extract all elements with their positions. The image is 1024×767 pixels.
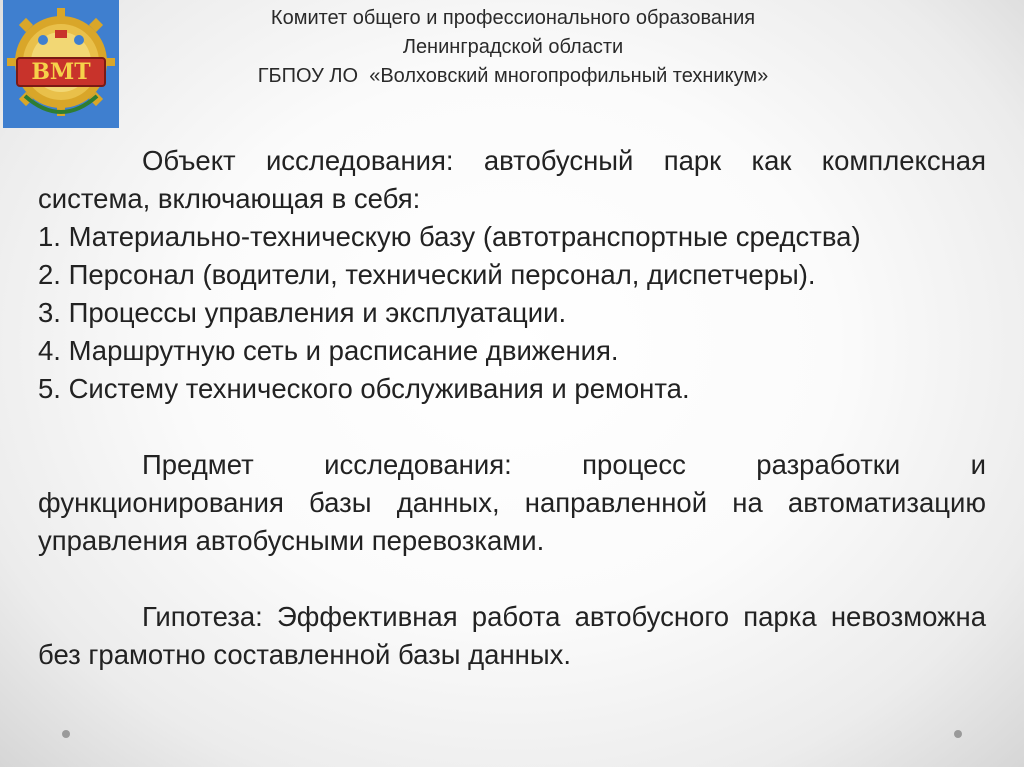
hypothesis-paragraph: Гипотеза: Эффективная работа автобусного парка невозможна без грамотно составленной базы данных. bbox=[38, 601, 986, 670]
page-header bbox=[128, 4, 898, 91]
list-item: 5. Систему технического обслуживания и ремонта. bbox=[38, 373, 690, 404]
header-line-college: ГБПОУ ЛО «Волховский многопрофильный техникум» bbox=[257, 65, 769, 87]
corner-dot-right bbox=[954, 730, 962, 738]
list-item: 3. Процессы управления и эксплуатации. bbox=[38, 297, 567, 328]
research-subject-paragraph: Предмет исследования: процесс разработки и функционирования базы данных, направленной на автоматизацию управления автобусными перевозками. bbox=[38, 449, 986, 556]
header-line-region: Ленинградской области bbox=[402, 36, 624, 58]
list-item: 4. Маршрутную сеть и расписание движения. bbox=[38, 335, 619, 366]
list-item: 1. Материально-техническую базу (автотранспортные средства) bbox=[38, 221, 861, 252]
corner-dot-left bbox=[62, 730, 70, 738]
list-item: 2. Персонал (водители, технический персонал, диспетчеры). bbox=[38, 259, 816, 290]
slide-content bbox=[38, 142, 986, 674]
research-object-paragraph: Объект исследования: автобусный парк как комплексная система, включающая в себя: bbox=[38, 145, 986, 214]
header-line-committee: Комитет общего и профессионального образования bbox=[270, 7, 756, 29]
college-emblem-icon bbox=[3, 0, 119, 128]
logo-text: ВМТ bbox=[31, 59, 91, 85]
